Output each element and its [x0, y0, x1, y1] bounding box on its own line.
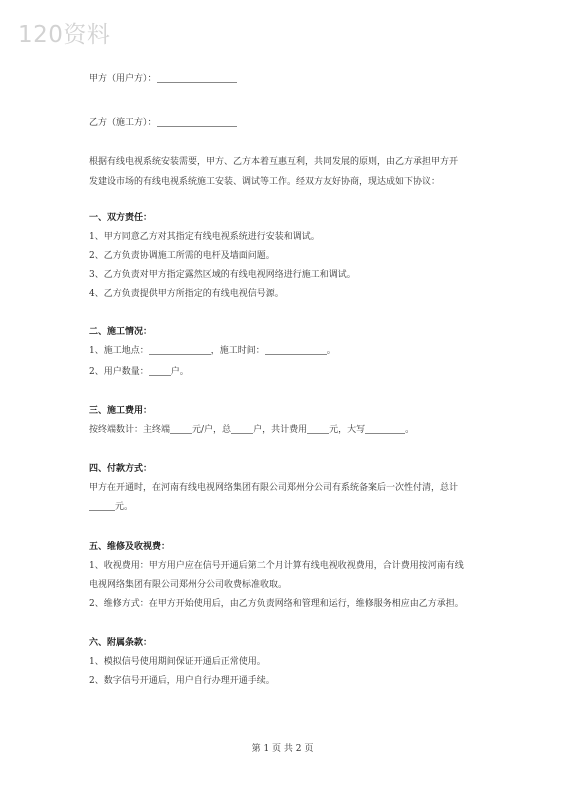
construction-time-label: ，施工时间：	[210, 346, 265, 356]
fee-main-terminal-label: 按终端数计：主终端	[89, 425, 171, 435]
section-5-line-3: 2、维修方式：在甲方开始使用后，由乙方负责网络和管理和运行，维修服务相应由乙方承担。	[89, 599, 464, 609]
user-count-unit: 户。	[170, 367, 189, 377]
watermark-logo: 120资料	[18, 22, 111, 48]
section-1-item-4: 4、乙方负责提供甲方所指定的有线电视信号源。	[89, 289, 284, 299]
payment-total-blank	[89, 500, 115, 511]
section-4-title: 四、付款方式：	[89, 464, 153, 474]
fee-total-label: 户，共计费用	[253, 425, 308, 435]
fee-unit-price-blank	[170, 423, 192, 434]
party-a-label: 甲方（用户方）：	[89, 74, 157, 84]
section-4-line-1: 甲方在开通时，在河南有线电视网络集团有限公司郑州分公司有系统备案后一次性付清，总计	[89, 483, 459, 493]
section-2-title: 二、施工情况：	[89, 327, 153, 337]
section-5-line-1: 1、收视费用：甲方用户应在信号开通后第二个月计算有线电视收视费用，合计费用按河南有线	[89, 561, 464, 571]
site-location-blank	[149, 344, 211, 355]
section-1-item-2: 2、乙方负责协调施工所需的电杆及墙面问题。	[89, 251, 275, 261]
fee-total-amount-blank	[307, 423, 329, 434]
section-1-item-3: 3、乙方负责对甲方指定露然区域的有线电视网络进行施工和调试。	[89, 270, 356, 280]
section-4-line-2	[89, 500, 133, 514]
intro-line-2: 发建设市场的有线电视系统施工安装、调试等工作。经双方友好协商，现达成如下协议：	[89, 177, 441, 187]
user-count-blank	[149, 365, 171, 376]
section-5-title: 五、维修及收视费：	[89, 542, 171, 552]
section-2-item-1	[89, 344, 336, 358]
user-count-label: 2、用户数量：	[89, 367, 149, 377]
party-a-blank	[157, 72, 237, 83]
item-1-period: 。	[326, 346, 336, 356]
intro-line-1: 根据有线电视系统安装需要，甲方、乙方本着互惠互利，共同发展的原则，由乙方承担甲方开	[89, 157, 459, 167]
payment-unit: 元。	[115, 502, 134, 512]
fee-total-users-blank	[231, 423, 253, 434]
party-b-label: 乙方（施工方）：	[89, 118, 157, 128]
section-1-item-1: 1、甲方同意乙方对其指定有线电视系统进行安装和调试。	[89, 232, 320, 242]
site-location-label: 1、施工地点：	[89, 346, 149, 356]
fee-per-user-label: 元/户，总	[192, 425, 232, 435]
section-6-item-2: 2、数字信号开通后，用户自行办理开通手续。	[89, 676, 275, 686]
section-3-title: 三、施工费用：	[89, 406, 153, 416]
section-6-title: 六、附属条款：	[89, 638, 153, 648]
section-6-item-1: 1、模拟信号使用期间保证开通后正常使用。	[89, 657, 266, 667]
fee-period: 。	[405, 425, 415, 435]
fee-capital-blank	[365, 423, 405, 434]
section-2-item-2	[89, 365, 189, 379]
party-b-line	[89, 116, 237, 130]
section-1-title: 一、双方责任：	[89, 213, 153, 223]
section-3-fee-line	[89, 423, 414, 437]
section-5-line-2: 电视网络集团有限公司郑州分公司收费标准收取。	[89, 580, 288, 590]
page-number: 第 1 页 共 2 页	[251, 744, 314, 754]
party-a-line	[89, 72, 237, 86]
fee-capital-label: 元，大写	[329, 425, 366, 435]
party-b-blank	[157, 116, 237, 127]
construction-time-blank	[265, 344, 327, 355]
